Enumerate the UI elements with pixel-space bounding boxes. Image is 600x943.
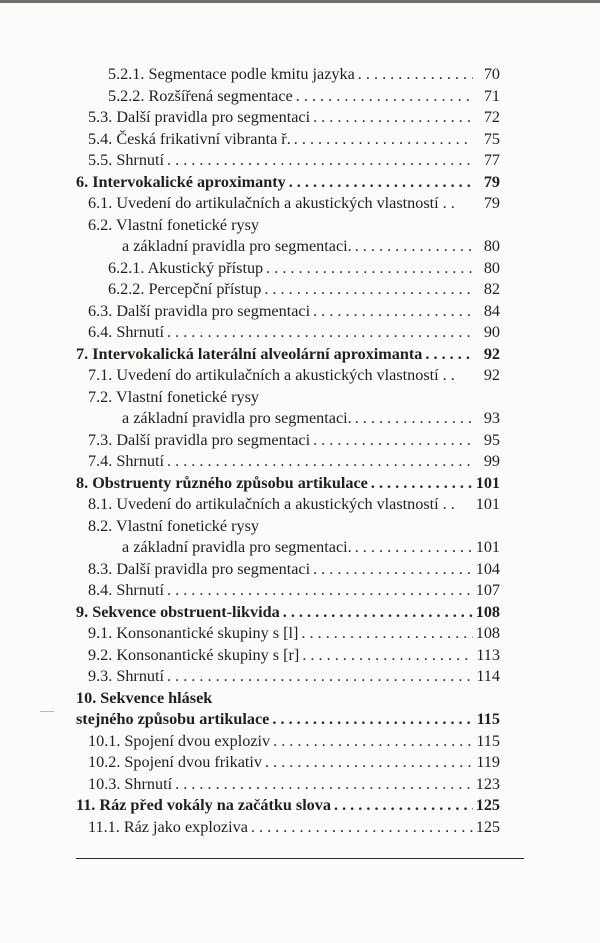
toc-entry-title: 6.2.2. Percepční přístup (108, 280, 262, 298)
toc-entry-page: 115 (476, 710, 500, 728)
toc-entry-page: 108 (475, 624, 500, 642)
toc-entry-page: 101 (475, 473, 500, 492)
toc-entry-title: 8. Obstruenty různého způsobu artikulace (76, 473, 368, 492)
toc-entry-title: 5.4. Česká frikativní vibranta ř. (88, 129, 291, 148)
toc-entry (76, 516, 500, 538)
toc-entry-page: 101 (475, 538, 500, 556)
toc-entry-page: 72 (483, 108, 500, 126)
toc-entry-title: 5.3. Další pravidla pro segmentaci (88, 108, 311, 126)
toc-entry-title: 9.2. Konsonantické skupiny s [r] (88, 645, 300, 664)
toc-entry-page: 101 (475, 495, 500, 513)
dot-leader (167, 322, 473, 344)
dot-leader (355, 408, 473, 430)
dot-leader (167, 580, 473, 602)
toc-entry-page: 123 (475, 774, 500, 793)
toc-entry-page: 104 (475, 559, 500, 578)
toc-entry (76, 150, 500, 172)
toc-entry-title: 11. Ráz před vokály na začátku slova (76, 796, 331, 814)
toc-entry (76, 387, 500, 409)
dot-leader (265, 752, 473, 774)
toc-entry-page: 119 (476, 753, 500, 771)
toc-entry-title: 10.1. Spojení dvou exploziv (88, 731, 271, 750)
dot-leader (175, 774, 473, 796)
dot-leader (167, 666, 473, 688)
toc-entry-title: 5.2.2. Rozšířená segmentace (108, 86, 293, 105)
toc-entry-title: 7.2. Vlastní fonetické rysy (88, 387, 259, 406)
dot-leader (334, 795, 473, 817)
toc-entry-title: 6.2.1. Akustický přístup (108, 258, 264, 277)
toc-entry (76, 709, 500, 731)
toc-entry (76, 64, 500, 86)
dot-leader (272, 709, 473, 731)
toc-entry (76, 86, 500, 108)
toc-entry-title: 6. Intervokalické aproximanty (76, 172, 286, 191)
dot-leader (301, 623, 472, 645)
dot-leader (313, 430, 473, 452)
toc-entry (76, 107, 500, 129)
toc-entry (76, 193, 500, 215)
toc-entry-page: 108 (475, 602, 500, 621)
toc-entry-title: 8.1. Uvedení do artikulačních a akustických vlastností . . (88, 495, 455, 513)
toc-entry-title: 9.3. Shrnutí (88, 667, 164, 685)
dot-leader (302, 645, 473, 667)
dot-leader (425, 344, 473, 366)
toc-entry (76, 688, 500, 710)
dot-leader (313, 301, 473, 323)
toc-entry (76, 537, 500, 559)
toc-entry-page: 92 (483, 366, 500, 384)
dot-leader (313, 107, 473, 129)
dot-leader (266, 258, 473, 280)
toc-entry (76, 817, 500, 839)
toc-entry-title: 7. Intervokalická laterální alveolární aproximanta (76, 344, 423, 363)
toc-entry-title: a základní pravidla pro segmentaci. (122, 237, 352, 255)
toc-entry-page: 107 (475, 581, 500, 599)
toc-entry (76, 473, 500, 495)
toc-entry (76, 494, 500, 516)
toc-entry-page: 77 (483, 151, 500, 169)
dot-leader (355, 236, 473, 258)
toc-entry-page: 80 (483, 258, 500, 277)
toc-entry (76, 430, 500, 452)
dot-leader (264, 279, 473, 301)
toc-entry-title: 6.4. Shrnutí (88, 323, 164, 341)
toc-entry (76, 344, 500, 366)
toc-entry (76, 795, 500, 817)
toc-entry (76, 623, 500, 645)
toc-entry (76, 129, 500, 151)
toc-entry (76, 602, 500, 624)
toc-entry (76, 408, 500, 430)
toc-entry (76, 580, 500, 602)
toc-entry-page: 82 (483, 280, 500, 298)
toc-entry-title: 6.2. Vlastní fonetické rysy (88, 215, 259, 234)
toc-entry-page: 125 (475, 796, 500, 814)
dot-leader (313, 559, 473, 581)
toc-entry-title: 7.4. Shrnutí (88, 452, 164, 470)
toc-entry-title: 11.1. Ráz jako exploziva (88, 817, 248, 836)
top-edge (0, 0, 600, 3)
toc-entry-page: 75 (483, 129, 500, 148)
dot-leader (273, 731, 473, 753)
toc-entry (76, 172, 500, 194)
toc-entry-title: 10.2. Spojení dvou frikativ (88, 753, 262, 771)
toc-entry (76, 559, 500, 581)
toc-entry-title: 5.5. Shrnutí (88, 151, 164, 169)
toc-entry (76, 666, 500, 688)
toc-entry-page: 71 (483, 86, 500, 105)
toc-entry-title: 7.3. Další pravidla pro segmentaci (88, 430, 311, 449)
toc-entry-page: 80 (483, 237, 500, 255)
table-of-contents (76, 64, 500, 838)
toc-entry (76, 451, 500, 473)
toc-entry-title: a základní pravidla pro segmentaci. (122, 409, 352, 427)
toc-entry-page: 93 (483, 409, 500, 427)
toc-entry-title: 8.2. Vlastní fonetické rysy (88, 516, 259, 535)
toc-entry-page: 125 (475, 817, 500, 836)
toc-entry (76, 279, 500, 301)
toc-entry (76, 774, 500, 796)
toc-entry (76, 258, 500, 280)
toc-entry-page: 99 (483, 452, 500, 470)
footer-rule (76, 858, 524, 859)
margin-mark (40, 711, 54, 712)
toc-entry (76, 731, 500, 753)
toc-entry-title: 7.1. Uvedení do artikulačních a akustických vlastností . . (88, 366, 455, 384)
toc-entry-title: 9.1. Konsonantické skupiny s [l] (88, 624, 299, 642)
toc-entry-title: stejného způsobu artikulace (76, 710, 270, 728)
dot-leader (358, 64, 473, 86)
dot-leader (289, 172, 473, 194)
toc-entry-title: 6.1. Uvedení do artikulačních a akustických vlastností . . (88, 194, 455, 212)
toc-entry-page: 84 (483, 301, 500, 320)
dot-leader (283, 602, 473, 624)
toc-entry (76, 645, 500, 667)
dot-leader (296, 86, 473, 108)
toc-entry-page: 92 (483, 344, 500, 363)
toc-entry-page: 113 (476, 645, 500, 664)
toc-entry-page: 114 (476, 667, 500, 685)
toc-entry-title: 6.3. Další pravidla pro segmentaci (88, 301, 311, 320)
toc-entry (76, 752, 500, 774)
toc-entry-title: 10.3. Shrnutí (88, 774, 173, 793)
toc-entry-title: 8.4. Shrnutí (88, 581, 164, 599)
dot-leader (294, 129, 473, 151)
toc-entry-title: 8.3. Další pravidla pro segmentaci (88, 559, 311, 578)
dot-leader (167, 150, 473, 172)
dot-leader (355, 537, 473, 559)
toc-entry-title: 10. Sekvence hlásek (76, 688, 213, 707)
toc-entry (76, 236, 500, 258)
toc-entry (76, 322, 500, 344)
toc-entry-page: 115 (476, 731, 500, 750)
toc-entry-page: 79 (483, 194, 500, 212)
toc-entry (76, 215, 500, 237)
toc-entry-title: a základní pravidla pro segmentaci. (122, 538, 352, 556)
toc-entry-page: 70 (483, 65, 500, 83)
dot-leader (167, 451, 473, 473)
toc-entry-page: 95 (483, 430, 500, 449)
toc-entry (76, 365, 500, 387)
toc-entry-page: 79 (483, 172, 500, 191)
dot-leader (251, 817, 473, 839)
toc-entry-page: 90 (483, 323, 500, 341)
dot-leader (371, 473, 473, 495)
toc-entry (76, 301, 500, 323)
toc-entry-title: 5.2.1. Segmentace podle kmitu jazyka (108, 65, 355, 83)
toc-entry-title: 9. Sekvence obstruent-likvida (76, 602, 280, 621)
